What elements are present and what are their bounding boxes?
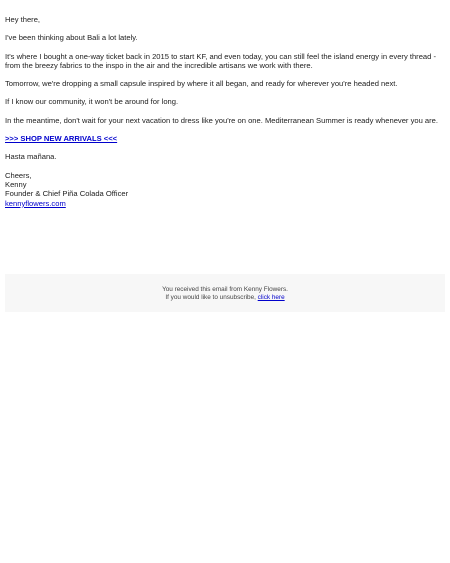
paragraph-community: If I know our community, it won't be around for long. bbox=[5, 97, 179, 107]
signoff-cheers: Cheers, bbox=[5, 170, 32, 180]
closing: Hasta mañana. bbox=[5, 152, 57, 162]
cta-paragraph bbox=[5, 134, 445, 143]
shop-new-arrivals-link[interactable]: >>> SHOP NEW ARRIVALS <<< bbox=[5, 134, 118, 144]
signoff-title: Founder & Chief Piña Colada Officer bbox=[5, 189, 129, 199]
paragraph-mediterranean: In the meantime, don't wait for your next vacation to dress like you're on one. Mediterranean Summer is ready whenever you are. bbox=[5, 115, 439, 125]
paragraph-bali: I've been thinking about Bali a lot lately. bbox=[5, 33, 138, 43]
unsubscribe-link[interactable]: click here bbox=[257, 293, 285, 301]
signature bbox=[5, 171, 445, 208]
greeting: Hey there, bbox=[5, 15, 41, 24]
paragraph-origin: It's where I bought a one-way ticket back in 2015 to start KF, and even today, you can still feel the island energy in every thread - from the breezy fabrics to the inspo in the air and the incredible artisans we work with there. bbox=[5, 51, 437, 70]
footer-unsubscribe-line bbox=[5, 294, 445, 302]
footer-sender-line: You received this email from Kenny Flowers. bbox=[162, 286, 288, 293]
website-link[interactable]: kennyflowers.com bbox=[5, 198, 66, 208]
email-footer bbox=[5, 274, 445, 312]
paragraph-capsule: Tomorrow, we're dropping a small capsule inspired by where it all began, and ready for wherever you're headed next. bbox=[5, 79, 398, 89]
footer-unsubscribe-prefix: If you would like to unsubscribe, bbox=[165, 293, 258, 301]
email-content bbox=[5, 15, 445, 208]
signoff-name: Kenny bbox=[5, 179, 27, 189]
